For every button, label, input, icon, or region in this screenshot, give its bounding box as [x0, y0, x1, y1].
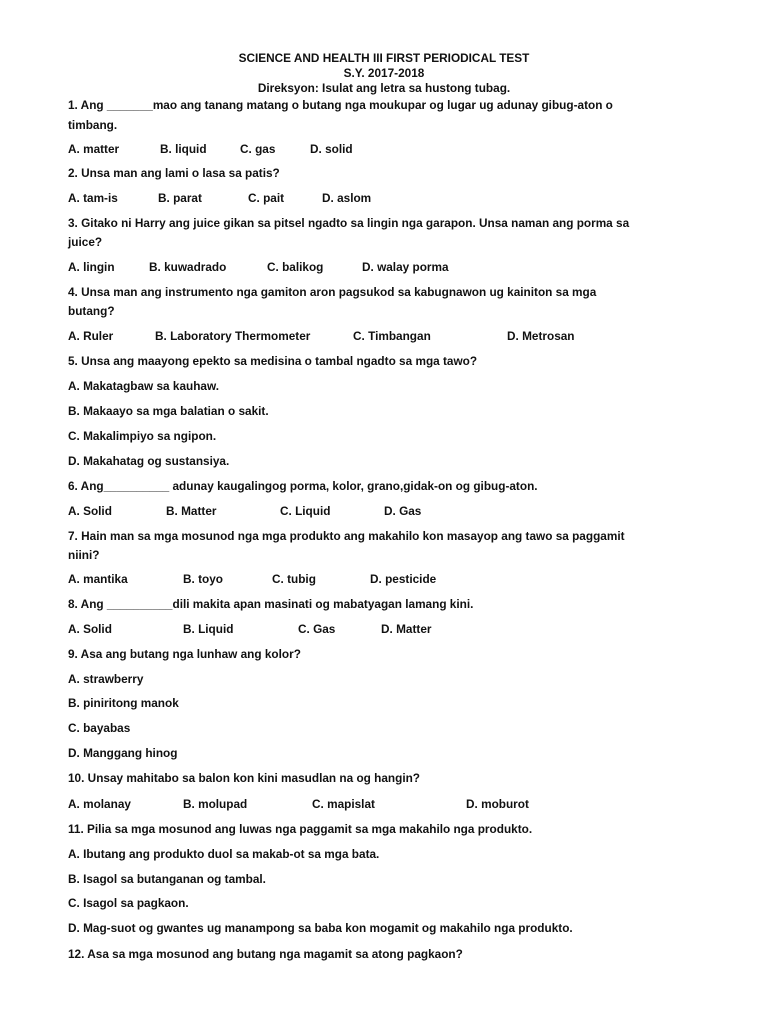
- option-d: D. solid: [310, 142, 353, 156]
- option-a: A. Solid: [68, 622, 112, 636]
- question-11-option-c: C. Isagol sa pagkaon.: [68, 896, 189, 910]
- option-b: B. liquid: [160, 142, 207, 156]
- option-a: A. lingin: [68, 260, 115, 274]
- question-6: 6. Ang__________ adunay kaugalingog porma, kolor, grano,gidak-on og gibug-aton.: [68, 479, 538, 493]
- question-7-continued: niini?: [68, 548, 100, 562]
- question-8: 8. Ang __________dili makita apan masinati og mabatyagan lamang kini.: [68, 597, 474, 611]
- option-c: C. Timbangan: [353, 329, 431, 343]
- option-a: A. Solid: [68, 504, 112, 518]
- option-b: B. Matter: [166, 504, 217, 518]
- option-c: C. Liquid: [280, 504, 331, 518]
- option-a: A. mantika: [68, 572, 128, 586]
- question-2-options: [68, 189, 708, 207]
- question-5: 5. Unsa ang maayong epekto sa medisina o tambal ngadto sa mga tawo?: [68, 354, 478, 368]
- option-a: A. Ruler: [68, 329, 114, 343]
- school-year: S.Y. 2017-2018: [343, 66, 425, 80]
- option-d: D. Matter: [381, 622, 432, 636]
- option-a: A. molanay: [68, 797, 131, 811]
- question-10-options: [68, 795, 708, 813]
- question-3-continued: juice?: [68, 235, 103, 249]
- option-c: C. gas: [240, 142, 276, 156]
- option-b: B. Liquid: [183, 622, 234, 636]
- question-11-option-a: A. Ibutang ang produkto duol sa makab-ot sa mga bata.: [68, 847, 380, 861]
- option-c: C. mapislat: [312, 797, 375, 811]
- option-d: D. Gas: [384, 504, 422, 518]
- option-c: C. balikog: [267, 260, 324, 274]
- question-5-option-c: C. Makalimpiyo sa ngipon.: [68, 429, 217, 443]
- option-c: C. Gas: [298, 622, 336, 636]
- question-9-option-c: C. bayabas: [68, 721, 131, 735]
- question-1: 1. Ang _______mao ang tanang matang o butang nga moukupar og lugar ug adunay gibug-aton o: [68, 98, 613, 112]
- question-3: 3. Gitako ni Harry ang juice gikan sa pitsel ngadto sa lingin nga garapon. Unsa naman ang porma sa: [68, 216, 630, 230]
- question-6-options: [68, 502, 708, 520]
- question-9-option-b: B. piniritong manok: [68, 696, 179, 710]
- option-b: B. Laboratory Thermometer: [155, 329, 311, 343]
- option-d: D. walay porma: [362, 260, 449, 274]
- option-b: B. kuwadrado: [149, 260, 227, 274]
- question-3-options: [68, 258, 708, 276]
- option-d: D. aslom: [322, 191, 372, 205]
- question-10: 10. Unsay mahitabo sa balon kon kini masudlan na og hangin?: [68, 771, 421, 785]
- option-d: D. moburot: [466, 797, 529, 811]
- question-5-option-b: B. Makaayo sa mga balatian o sakit.: [68, 404, 269, 418]
- directions: Direksyon: Isulat ang letra sa hustong tubag.: [257, 81, 511, 95]
- option-b: B. toyo: [183, 572, 223, 586]
- option-c: C. pait: [248, 191, 285, 205]
- question-7-options: [68, 570, 708, 588]
- question-2: 2. Unsa man ang lami o lasa sa patis?: [68, 166, 280, 180]
- question-4: 4. Unsa man ang instrumento nga gamiton aron pagsukod sa kabugnawon ug kainiton sa mga: [68, 285, 597, 299]
- option-d: D. pesticide: [370, 572, 437, 586]
- question-11-option-d: D. Mag-suot og gwantes ug manampong sa baba kon mogamit og makahilo nga produkto.: [68, 921, 573, 935]
- question-9-option-a: A. strawberry: [68, 672, 144, 686]
- question-7: 7. Hain man sa mga mosunod nga mga produkto ang makahilo kon masayop ang tawo sa paggamit: [68, 529, 625, 543]
- question-1-options: [68, 140, 708, 158]
- question-12: 12. Asa sa mga mosunod ang butang nga magamit sa atong pagkaon?: [68, 947, 463, 961]
- question-5-option-a: A. Makatagbaw sa kauhaw.: [68, 379, 220, 393]
- option-c: C. tubig: [272, 572, 316, 586]
- test-title: SCIENCE AND HEALTH III FIRST PERIODICAL TEST: [238, 51, 530, 65]
- question-4-continued: butang?: [68, 304, 115, 318]
- question-9: 9. Asa ang butang nga lunhaw ang kolor?: [68, 647, 301, 661]
- question-5-option-d: D. Makahatag og sustansiya.: [68, 454, 230, 468]
- option-b: B. molupad: [183, 797, 248, 811]
- option-d: D. Metrosan: [507, 329, 575, 343]
- question-9-option-d: D. Manggang hinog: [68, 746, 178, 760]
- question-8-options: [68, 620, 708, 638]
- option-a: A. tam-is: [68, 191, 118, 205]
- question-4-options: [68, 327, 708, 345]
- question-11-option-b: B. Isagol sa butanganan og tambal.: [68, 872, 266, 886]
- question-1-continued: timbang.: [68, 118, 118, 132]
- option-a: A. matter: [68, 142, 120, 156]
- question-11: 11. Pilia sa mga mosunod ang luwas nga paggamit sa mga makahilo nga produkto.: [68, 822, 533, 836]
- option-b: B. parat: [158, 191, 202, 205]
